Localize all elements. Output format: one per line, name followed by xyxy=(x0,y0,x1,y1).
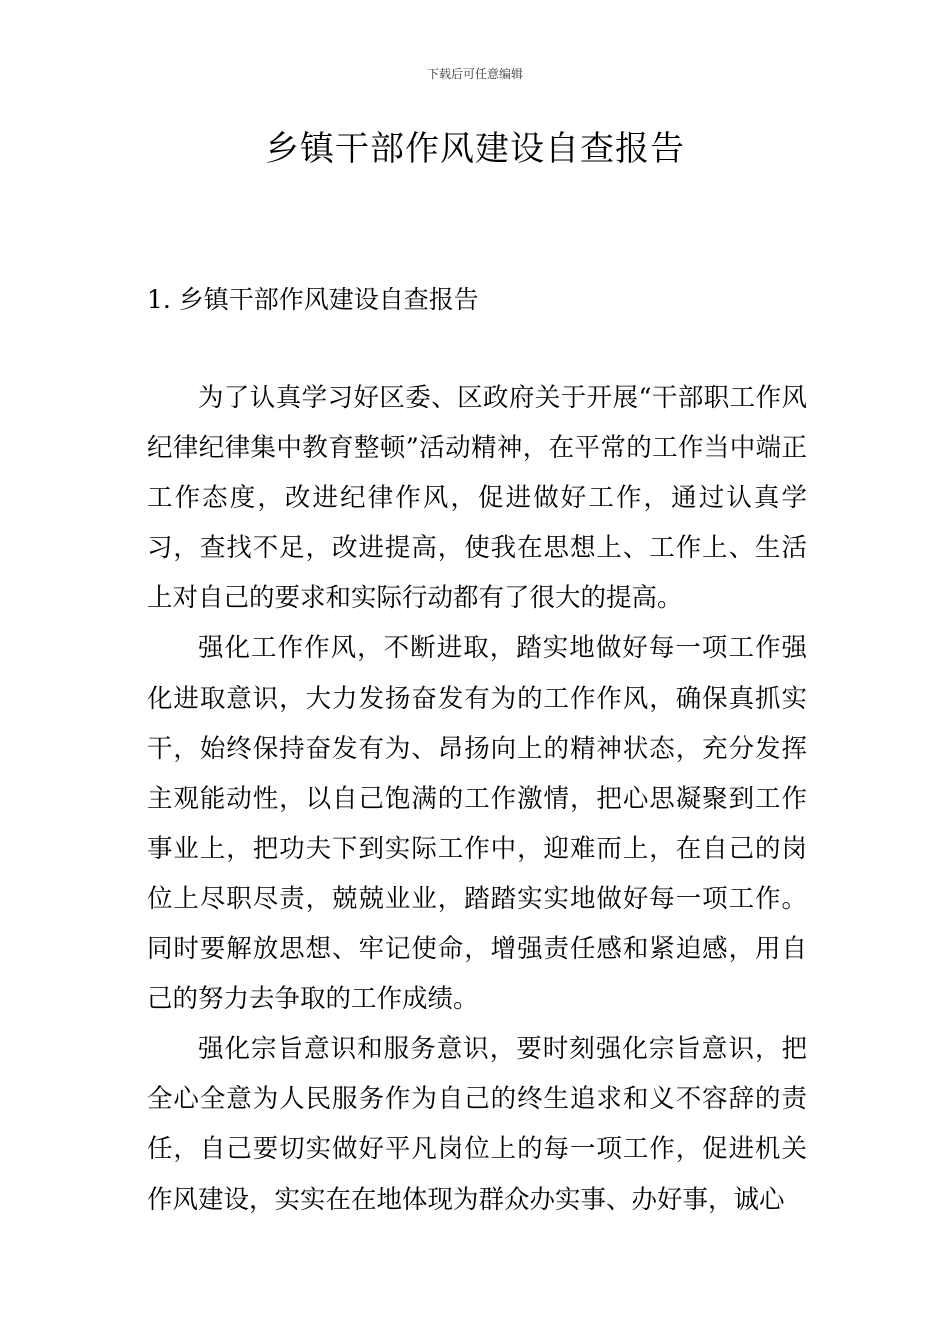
paragraph-1: 为了认真学习好区委、区政府关于开展“干部职工作风纪律纪律集中教育整顿”活动精神，在平常的工作当中端正工作态度，改进纪律作风，促进做好工作，通过认真学习，查找不足，改进提高，使我在思想上、工作上、生活上对自己的要求和实际行动都有了很大的提高。 xyxy=(147,383,807,614)
paragraph-3: 强化宗旨意识和服务意识，要时刻强化宗旨意识，把全心全意为人民服务作为自己的终生追求和义不容辞的责任，自己要切实做好平凡岗位上的每一项工作，促进机关作风建设，实实在在地体现为群众办实事、办好事，诚心 xyxy=(147,1034,807,1215)
document-title: 乡镇干部作风建设自查报告 xyxy=(265,129,685,169)
paragraph-2: 强化工作作风，不断进取，踏实地做好每一项工作强化进取意识，大力发扬奋发有为的工作作风，确保真抓实干，始终保持奋发有为、昂扬向上的精神状态，充分发挥主观能动性，以自己饱满的工作激情，把心思凝聚到工作事业上，把功夫下到实际工作中，迎难而上，在自己的岗位上尽职尽责，兢兢业业，踏踏实实地做好每一项工作。同时要解放思想、牢记使命，增强责任感和紧迫感，用自己的努力去争取的工作成绩。 xyxy=(147,633,807,1015)
body-text xyxy=(147,373,807,1225)
header-note: 下载后可任意编辑 xyxy=(426,67,523,81)
section-heading: 1. 乡镇干部作风建设自查报告 xyxy=(147,285,479,314)
